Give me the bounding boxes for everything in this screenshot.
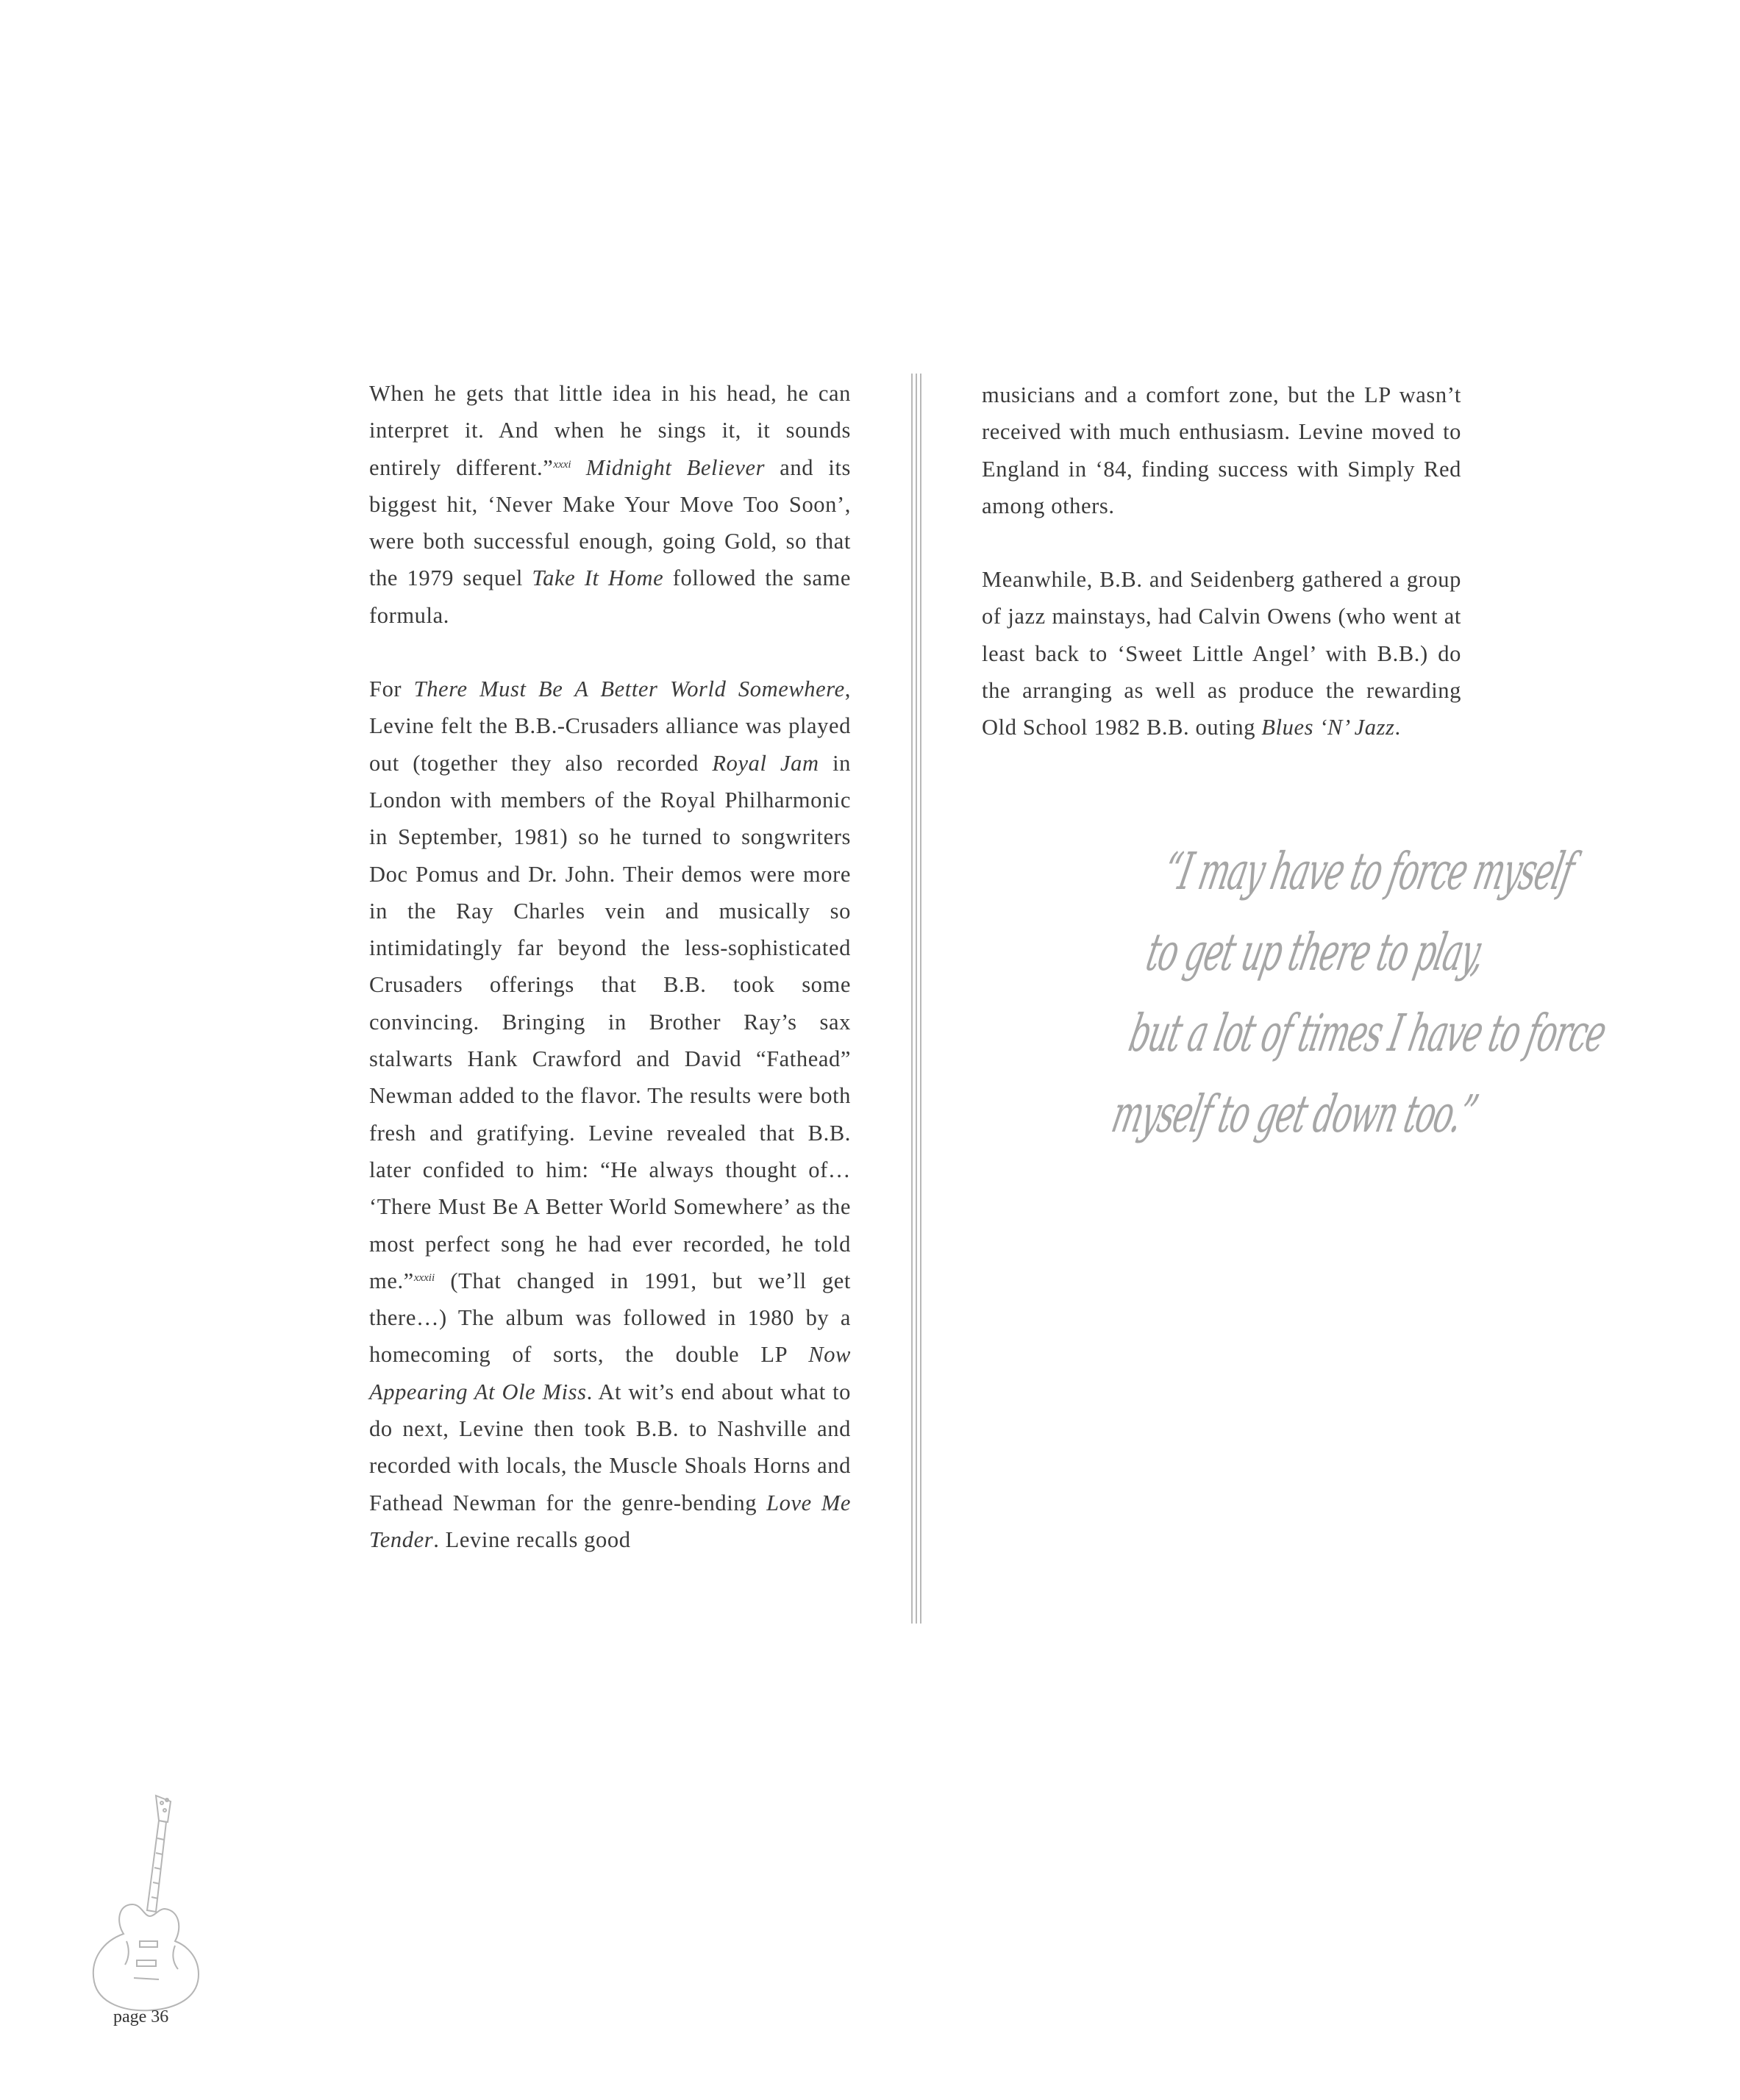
right-paragraph-1: musicians and a comfort zone, but the LP wasn’t received with much enthusiasm. Levine moved to England in ‘84, finding success with Simply Red among others. bbox=[982, 382, 1461, 518]
text-run: in London with members of the Royal Philharmonic in September, 1981) so he turned to songwriters Doc Pomus and Dr. John. Their demos were more in the Ray Charles vein and musically so intimidatingly far beyond the less-sophisticated Crusaders offerings that B.B. took some convincing. Bringing in Brother Ray’s sax stalwarts Hank Crawford and David “Fathead” Newman added to the flavor. The results were both fresh and gratifying. Levine revealed that B.B. later confided to him: “He always thought of… ‘There Must Be A Better World Somewhere’ as the most perfect song he had ever recorded, he told me.” bbox=[369, 750, 851, 1293]
left-paragraph-2 bbox=[369, 671, 851, 1558]
album-title: Take It Home bbox=[532, 565, 664, 591]
album-title: There Must Be A Better World Somewhere bbox=[413, 676, 845, 702]
left-paragraph-1 bbox=[369, 375, 851, 634]
album-title: Royal Jam bbox=[712, 750, 819, 776]
text-run: . Levine recalls good bbox=[433, 1526, 631, 1552]
text-run: For bbox=[369, 676, 414, 702]
album-title: Blues ‘N’ Jazz bbox=[1261, 715, 1395, 740]
left-text-column bbox=[369, 375, 851, 1558]
footnote-marker: xxxi bbox=[553, 458, 571, 471]
text-run: When he gets that little idea in his head, he can interpret it. And when he sings it, it sounds entirely different.” bbox=[369, 381, 851, 480]
text-run: Meanwhile, B.B. and Seidenberg gathered a group of jazz mainstays, had Calvin Owens (who went at least back to ‘Sweet Little Angel’ with B.B.) do the arranging as well as produce the rewarding Old School 1982 B.B. outing bbox=[982, 567, 1461, 740]
album-title: Love Me Tender bbox=[369, 1490, 851, 1552]
pull-quote-line: to get up there to play, bbox=[1141, 922, 1490, 982]
right-text-column bbox=[982, 376, 1461, 746]
text-run: , Levine felt the B.B.-Crusaders alliance was played out (together they also recorded bbox=[369, 676, 851, 776]
pull-quote-line: but a lot of times I have to force bbox=[1124, 1003, 1611, 1063]
text-run: followed the same formula. bbox=[369, 565, 851, 628]
text-run: . At wit’s end about what to do next, Levine then took B.B. to Nashville and recorded with locals, the Muscle Shoals Horns and Fathead Newman for the genre-bending bbox=[369, 1379, 851, 1515]
pull-quote-line: myself to get down too.” bbox=[1107, 1084, 1483, 1144]
column-divider bbox=[910, 374, 923, 1624]
page-number: page 36 bbox=[113, 2007, 169, 2026]
right-paragraph-2 bbox=[982, 561, 1461, 746]
guitar-icon bbox=[88, 1794, 206, 2015]
text-run: (That changed in 1991, but we’ll get there…) The album was followed in 1980 by a homecoming of sorts, the double LP bbox=[369, 1268, 851, 1368]
text-run: . bbox=[1394, 715, 1401, 740]
footnote-marker: xxxii bbox=[413, 1271, 435, 1284]
pull-quote bbox=[1105, 831, 1611, 1154]
album-title: Now Appearing At Ole Miss bbox=[369, 1342, 851, 1404]
pull-quote-line: “I may have to force myself bbox=[1158, 841, 1579, 901]
text-run: and its biggest hit, ‘Never Make Your Move Too Soon’, were both successful enough, going Gold, so that the 1979 sequel bbox=[369, 454, 851, 591]
album-title: Midnight Believer bbox=[585, 454, 766, 480]
